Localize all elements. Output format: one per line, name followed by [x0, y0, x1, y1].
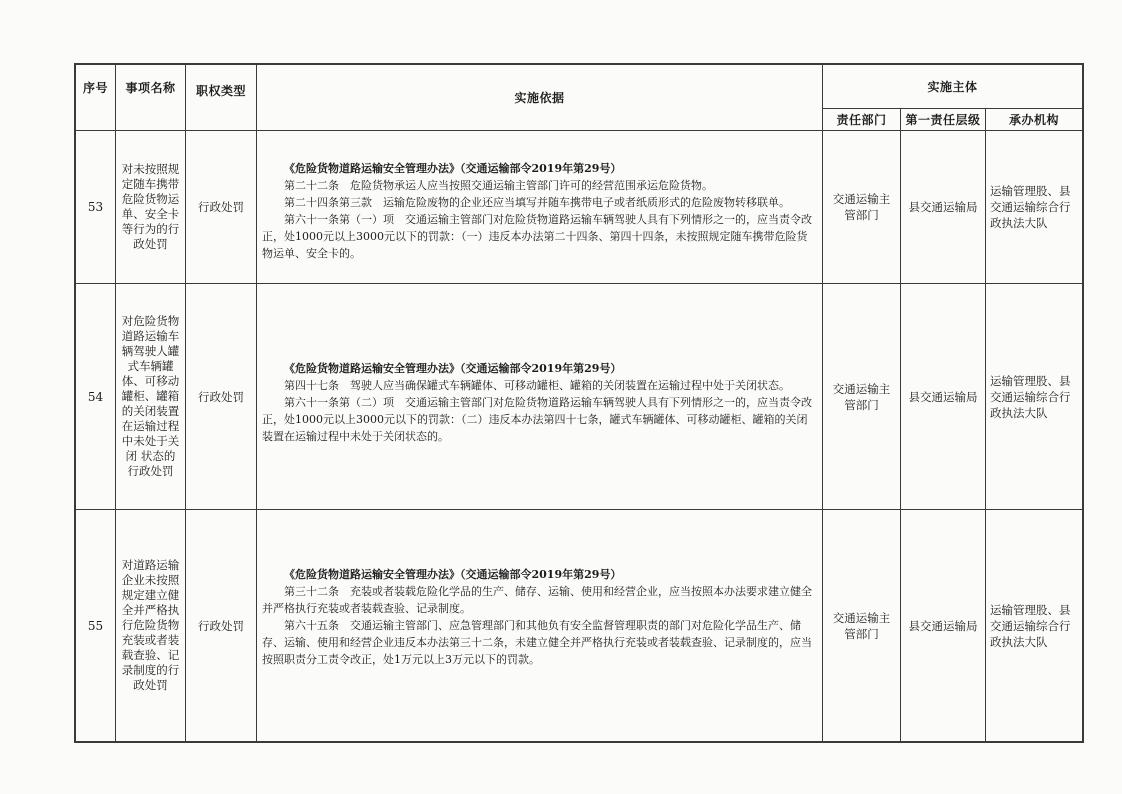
row-basis	[262, 160, 816, 262]
row-power-type: 行政处罚	[198, 389, 244, 404]
row-item-name: 对危险货物道路运输车辆驾驶人罐 式车辆罐体、可移动罐柜、罐箱的关闭装置在运输过程中未处于关闭 状态的行政处罚	[121, 314, 180, 478]
table-border-bottom	[74, 741, 1084, 743]
row-item-name: 对未按照规定随车携带危险货物运单、安全卡等行为的行政处罚	[121, 162, 180, 251]
row-first-level: 县交通运输局	[908, 618, 978, 633]
row-seq: 55	[87, 618, 104, 633]
col-divider	[256, 63, 257, 743]
row-handling-org: 运输管理股、县交通运输综合行政执法大队	[990, 373, 1071, 420]
row-power-type: 行政处罚	[198, 200, 244, 214]
row-handling-org: 运输管理股、县交通运输综合行政执法大队	[990, 184, 1071, 230]
row-responsible-dept: 交通运输主管部门	[832, 192, 891, 222]
row-seq: 53	[87, 200, 104, 214]
row-responsible-dept: 交通运输主管部门	[832, 381, 891, 412]
table-border-right	[1082, 63, 1084, 743]
header-seq: 序号	[82, 80, 108, 95]
header-power-type: 职权类型	[195, 83, 246, 98]
row-power-type: 行政处罚	[198, 618, 244, 633]
header-responsible-dept: 责任部门	[836, 113, 887, 127]
row-seq: 54	[87, 389, 104, 404]
header-item-name: 事项名称	[125, 80, 176, 95]
law-title: 《危险货物道路运输安全管理办法》（交通运输部令2019年第29号）	[284, 568, 622, 581]
basis-paragraph: 第四十七条 驾驶人应当确保罐式车辆罐体、可移动罐柜、罐箱的关闭装置在运输过程中处于关闭状态。	[284, 379, 790, 392]
row-handling-org: 运输管理股、县交通运输综合行政执法大队	[990, 602, 1071, 649]
header-subject: 实施主体	[927, 80, 978, 94]
row-basis	[262, 360, 816, 445]
header-basis: 实施依据	[514, 91, 565, 105]
header-first-level: 第一责任层级	[905, 113, 981, 127]
row-basis	[262, 566, 816, 668]
basis-paragraph: 第六十一条第（二）项 交通运输主管部门对危险货物道路运输车辆驾驶人具有下列情形之一的，应当责令改正，处1000元以上3000元以下的罚款：（二）违反本办法第四十七条，罐式车辆罐体、可移动罐柜、罐箱的关闭装置在运输过程中未处于关闭状态的。	[262, 396, 812, 443]
row-first-level: 县交通运输局	[908, 200, 978, 214]
basis-paragraph: 第二十二条 危险货物承运人应当按照交通运输主管部门许可的经营范围承运危险货物。	[284, 179, 713, 192]
header-handling-org: 承办机构	[1008, 113, 1059, 127]
law-title: 《危险货物道路运输安全管理办法》（交通运输部令2019年第29号）	[284, 162, 622, 175]
basis-paragraph: 第六十一条第（一）项 交通运输主管部门对危险货物道路运输车辆驾驶人具有下列情形之一的，应当责令改正，处1000元以上3000元以下的罚款：（一）违反本办法第二十四条、第四十四条，未按照规定随车携带危险货物运单、安全卡的。	[262, 213, 812, 260]
basis-paragraph: 第三十二条 充装或者装载危险化学品的生产、储存、运输、使用和经营企业，应当按照本办法要求建立健全并严格执行充装或者装载查验、记录制度。	[262, 585, 812, 615]
basis-paragraph: 第六十五条 交通运输主管部门、应急管理部门和其他负有安全监督管理职责的部门对危险化学品生产、储存、运输、使用和经营企业违反本办法第三十二条，未建立健全并严格执行充装或者装载查验、记录制度的，应当按照职责分工责令改正，处1万元以上3万元以下的罚款。	[262, 619, 812, 666]
row-first-level: 县交通运输局	[908, 389, 978, 404]
row-responsible-dept: 交通运输主管部门	[832, 610, 891, 641]
basis-paragraph: 第二十四条第三款 运输危险废物的企业还应当填写并随车携带电子或者纸质形式的危险废物转移联单。	[284, 196, 790, 209]
row-item-name: 对道路运输企业未按照规定建立健全并严格执行危险货物充装或者装载查验、记录制度的行政处罚	[121, 558, 180, 692]
law-title: 《危险货物道路运输安全管理办法》（交通运输部令2019年第29号）	[284, 362, 622, 375]
